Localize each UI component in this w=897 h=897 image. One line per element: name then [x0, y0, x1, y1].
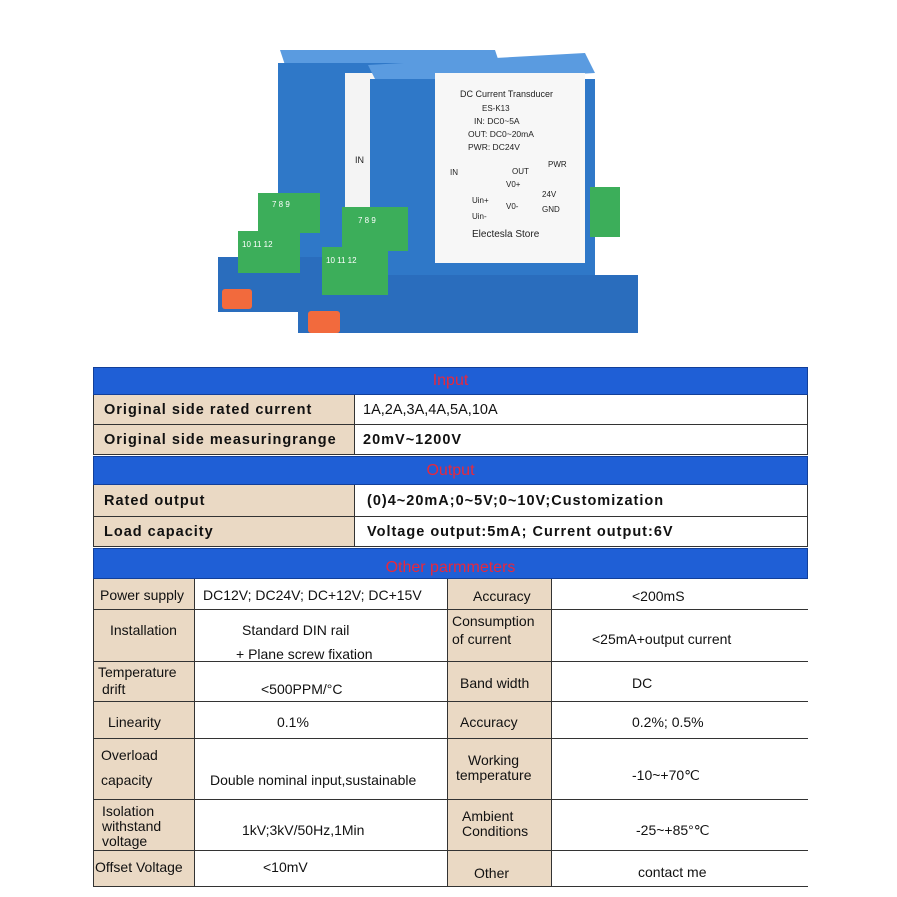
label-gnd: GND	[542, 205, 560, 214]
linearity-label-cell	[94, 702, 195, 738]
product-photo	[210, 35, 640, 345]
accuracy-1-label: Accuracy	[473, 588, 531, 604]
side-terminal	[590, 187, 620, 237]
label-v0-plus: V0+	[506, 180, 521, 189]
input-row-measuring-range	[93, 425, 808, 455]
label-brand: Electesla Store	[472, 229, 540, 240]
accuracy-1-value: <200mS	[632, 588, 685, 604]
working-temp-label-cell	[448, 739, 552, 799]
installation-label-cell	[94, 610, 195, 661]
front-terminal-top-text: 7 8 9	[358, 216, 376, 225]
accuracy-1-label-cell	[448, 579, 552, 609]
overload-label-line1: Overload	[101, 747, 158, 763]
load-capacity-label: Load capacity	[94, 517, 355, 546]
label-out: OUT: DC0~20mA	[468, 129, 534, 139]
rated-output-value: (0)4~20mA;0~5V;0~10V;Customization	[355, 485, 807, 516]
temp-drift-value-cell	[195, 662, 448, 701]
ambient-value-cell	[552, 800, 809, 850]
offset-label: Offset Voltage	[95, 859, 183, 875]
linearity-value: 0.1%	[277, 714, 309, 730]
label-pwr-head: PWR	[548, 160, 567, 169]
isolation-label-cell	[94, 800, 195, 850]
overload-label-line2: capacity	[101, 772, 153, 788]
accuracy-2-label: Accuracy	[460, 714, 518, 730]
output-section-header	[93, 456, 808, 485]
label-model: ES-K13	[482, 104, 510, 113]
label-pwr: PWR: DC24V	[468, 142, 520, 152]
rear-terminal-top-text: 7 8 9	[272, 200, 290, 209]
label-out-head: OUT	[512, 167, 529, 176]
param-row-5	[93, 739, 808, 800]
rear-in-text: IN	[355, 155, 364, 165]
rear-terminal-bottom-text: 10 11 12	[242, 240, 273, 249]
bandwidth-value: DC	[632, 675, 653, 691]
working-temp-label-line1: Working	[468, 752, 520, 768]
ambient-label-cell	[448, 800, 552, 850]
param-row-4	[93, 702, 808, 739]
installation-value-cell	[195, 610, 448, 661]
rated-current-value: 1A,2A,3A,4A,5A,10A	[355, 395, 807, 424]
installation-value-line2: + Plane screw fixation	[236, 646, 373, 662]
accuracy-2-value: 0.2%; 0.5%	[632, 714, 704, 730]
front-terminal-top	[342, 207, 408, 251]
accuracy-2-value-cell	[552, 702, 809, 738]
temp-drift-label-cell	[94, 662, 195, 701]
power-supply-label: Power supply	[100, 587, 185, 603]
rated-output-label: Rated output	[94, 485, 355, 516]
load-capacity-value: Voltage output:5mA; Current output:6V	[355, 517, 807, 546]
ambient-label-line2: Conditions	[462, 823, 529, 839]
power-supply-label-cell	[94, 579, 195, 609]
bandwidth-label: Band width	[460, 675, 530, 691]
rated-current-label: Original side rated current	[94, 395, 355, 424]
measuring-range-label: Original side measuringrange	[94, 425, 355, 454]
working-temp-value: -10~+70℃	[632, 767, 700, 783]
temp-drift-value: <500PPM/°C	[261, 681, 343, 697]
param-row-7	[93, 851, 808, 887]
output-section-title: Output	[426, 462, 475, 479]
front-terminal-bottom-text: 10 11 12	[326, 256, 357, 265]
consumption-label-line1: Consumption	[452, 613, 535, 629]
consumption-value-cell	[552, 610, 809, 661]
isolation-label-line3: voltage	[102, 833, 148, 849]
output-row-load-capacity	[93, 517, 808, 547]
input-section-title: Input	[432, 372, 469, 389]
other-label: Other	[474, 865, 510, 881]
param-row-1	[93, 579, 808, 610]
accuracy-2-label-cell	[448, 702, 552, 738]
label-in-head: IN	[450, 168, 458, 177]
bandwidth-value-cell	[552, 662, 809, 701]
label-title: DC Current Transducer	[460, 89, 554, 99]
consumption-value: <25mA+output current	[592, 631, 732, 647]
label-uin-minus: Uin-	[472, 212, 487, 221]
output-row-rated-output	[93, 485, 808, 517]
isolation-value: 1kV;3kV/50Hz,1Min	[242, 822, 365, 838]
param-row-2	[93, 610, 808, 662]
power-supply-value: DC12V; DC24V; DC+12V; DC+15V	[203, 587, 422, 603]
bandwidth-label-cell	[448, 662, 552, 701]
other-label-cell	[448, 851, 552, 886]
rear-terminal-top	[258, 193, 320, 233]
linearity-label: Linearity	[108, 714, 161, 730]
param-row-6	[93, 800, 808, 851]
input-row-rated-current	[93, 395, 808, 425]
isolation-label-line2: withstand	[102, 818, 162, 834]
offset-value: <10mV	[263, 859, 308, 875]
consumption-label-cell	[448, 610, 552, 661]
isolation-label-line1: Isolation	[102, 803, 155, 819]
consumption-label-line2: of current	[452, 631, 512, 647]
installation-value-line1: Standard DIN rail	[242, 622, 350, 638]
power-supply-value-cell	[195, 579, 448, 609]
isolation-value-cell	[195, 800, 448, 850]
overload-value-cell	[195, 739, 448, 799]
measuring-range-value: 20mV~1200V	[355, 425, 807, 454]
rear-terminal-bottom	[238, 231, 300, 273]
working-temp-label-line2: temperature	[456, 767, 532, 783]
input-section-header	[93, 367, 808, 395]
label-uin-plus: Uin+	[472, 196, 489, 205]
ambient-value: -25~+85°℃	[636, 822, 710, 838]
offset-label-cell	[94, 851, 195, 886]
overload-label-cell	[94, 739, 195, 799]
temp-drift-label-line1: Temperature	[98, 664, 177, 680]
label-in: IN: DC0~5A	[474, 116, 520, 126]
ambient-label-line1: Ambient	[462, 808, 514, 824]
overload-value: Double nominal input,sustainable	[210, 772, 417, 788]
other-section-title: Other parmmeters	[385, 559, 516, 576]
other-value: contact me	[638, 864, 707, 880]
param-row-3	[93, 662, 808, 702]
accuracy-1-value-cell	[552, 579, 809, 609]
other-value-cell	[552, 851, 809, 886]
temp-drift-label-line2: drift	[102, 681, 126, 697]
working-temp-value-cell	[552, 739, 809, 799]
linearity-value-cell	[195, 702, 448, 738]
front-terminal-bottom	[322, 247, 388, 295]
installation-label: Installation	[110, 622, 177, 638]
other-section-header	[93, 548, 808, 579]
label-v0-minus: V0-	[506, 202, 519, 211]
offset-value-cell	[195, 851, 448, 886]
rear-clip	[222, 289, 252, 309]
label-24v: 24V	[542, 190, 557, 199]
front-clip	[308, 311, 340, 333]
